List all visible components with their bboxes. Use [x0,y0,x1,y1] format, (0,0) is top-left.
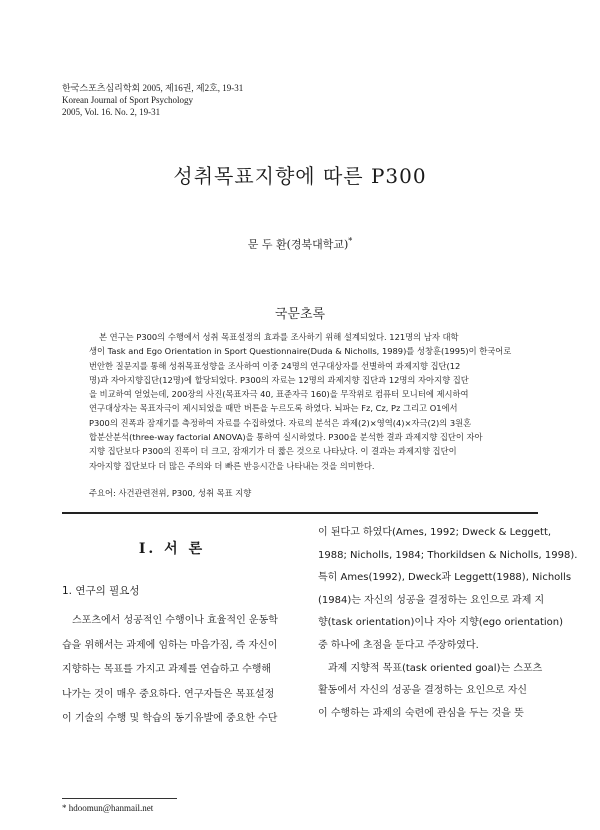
footnote-divider [62,798,177,799]
body-line: 중 하나에 초점을 둔다고 주장하였다. [318,639,479,651]
abstract-heading: 국문초록 [274,307,326,322]
left-column-text [62,609,282,732]
body-line: 지향하는 목표를 가지고 과제를 연습하고 수행해 [62,664,272,676]
abstract-body [89,330,512,473]
body-line: 이 기술의 수행 및 학습의 동기유발에 중요한 수단 [62,713,278,725]
body-line: 습을 위해서는 과제에 임하는 마음가짐, 즉 자신이 [62,639,278,651]
body-line: 이 된다고 하였다(Ames, 1992; Dweck & Leggett, [318,527,552,538]
author-footnote-mark: * [348,236,353,246]
subsection-heading: 1. 연구의 필요성 [62,585,140,597]
body-line: (1984)는 자신의 성공을 결정하는 요인으로 과제 지 [318,594,545,606]
journal-header-korean: 한국스포츠심리학회 2005, 제16권, 제2호, 19-31 [62,83,244,93]
section-title: Ⅰ. 서 론 [138,541,206,557]
abstract-line: 생이 Task and Ego Orientation in Sport Questionnaire(Duda & Nicholls, 1989)를 성창훈(1995)이 한국어로 [89,346,512,357]
paper-title: 성취목표지향에 따른 P300 [173,164,427,188]
right-column-text [318,522,578,725]
author-name: 문 두 환(경북대학교) [247,238,349,251]
body-line: 과제 지향적 목표(task oriented goal)는 스포츠 [328,662,543,674]
body-line: 스포츠에서 성공적인 수행이나 효율적인 운동학 [72,615,278,626]
body-line: 향(task orientation)이나 자아 지향(ego orientation) [318,617,564,629]
section-divider [62,512,538,514]
journal-header-volume: 2005, Vol. 16. No. 2, 19-31 [62,107,161,117]
abstract-line: 본 연구는 P300의 수행에서 성취 목표설정의 효과를 조사하기 위해 설계되었다. 121명의 남자 대학 [99,332,459,342]
body-line: 1988; Nicholls, 1984; Thorkildsen & Nicholls, 1998). [318,549,578,561]
journal-header-english: Korean Journal of Sport Psychology [62,95,193,105]
abstract-line: 연구대상자는 목표자극이 제시되었을 때만 버튼을 누르도록 하였다. 뇌파는 Fz, Cz, Pz 그리고 O1에서 [89,403,458,414]
abstract-line: 을 비교하여 얻었는데, 200장의 사진(목표자극 40, 표준자극 160)을 무작위로 컴퓨터 모니터에 제시하여 [89,389,469,400]
author-line [0,236,600,252]
abstract-line: 명)과 자아지향집단(12명)에 할당되었다. P300의 자료는 12명의 과제지향 집단과 12명의 자아지향 집단 [89,374,469,385]
keywords: 주요어: 사건관련전위, P300, 성취 목표 지향 [89,488,252,498]
body-line: 나가는 것이 매우 중요하다. 연구자들은 목표설정 [62,688,275,700]
body-line: 특히 Ames(1992), Dweck과 Leggett(1988), Nicholls [318,572,572,584]
abstract-line: 지향 집단보다 P300의 진폭이 더 크고, 잠재기가 더 짧은 것으로 나타났다. 이 결과는 과제지향 집단이 [89,446,457,457]
body-line: 활동에서 자신의 성공을 결정하는 요인으로 자신 [318,685,528,697]
abstract-line: 자아지향 집단보다 더 많은 주의와 더 빠른 반응시간을 나타내는 것을 의미한다. [89,460,375,471]
journal-header [62,82,243,118]
body-line: 이 수행하는 과제의 숙련에 관심을 두는 것을 뜻 [318,707,524,719]
abstract-line: 번안한 질문지를 통해 성취목표성향을 조사하여 이중 24명의 연구대상자를 선별하여 과제지향 집단(12 [89,360,461,371]
abstract-line: P300의 진폭과 잠재기를 측정하여 자료를 수집하였다. 자료의 분석은 과제(2)×영역(4)×자극(2)의 3원혼 [89,417,472,428]
footnote-email: * hdoomun@hanmail.net [62,803,154,813]
abstract-line: 합분산분석(three-way factorial ANOVA)을 통하여 실시하였다. P300을 분석한 결과 과제지향 집단이 자아 [89,432,483,443]
